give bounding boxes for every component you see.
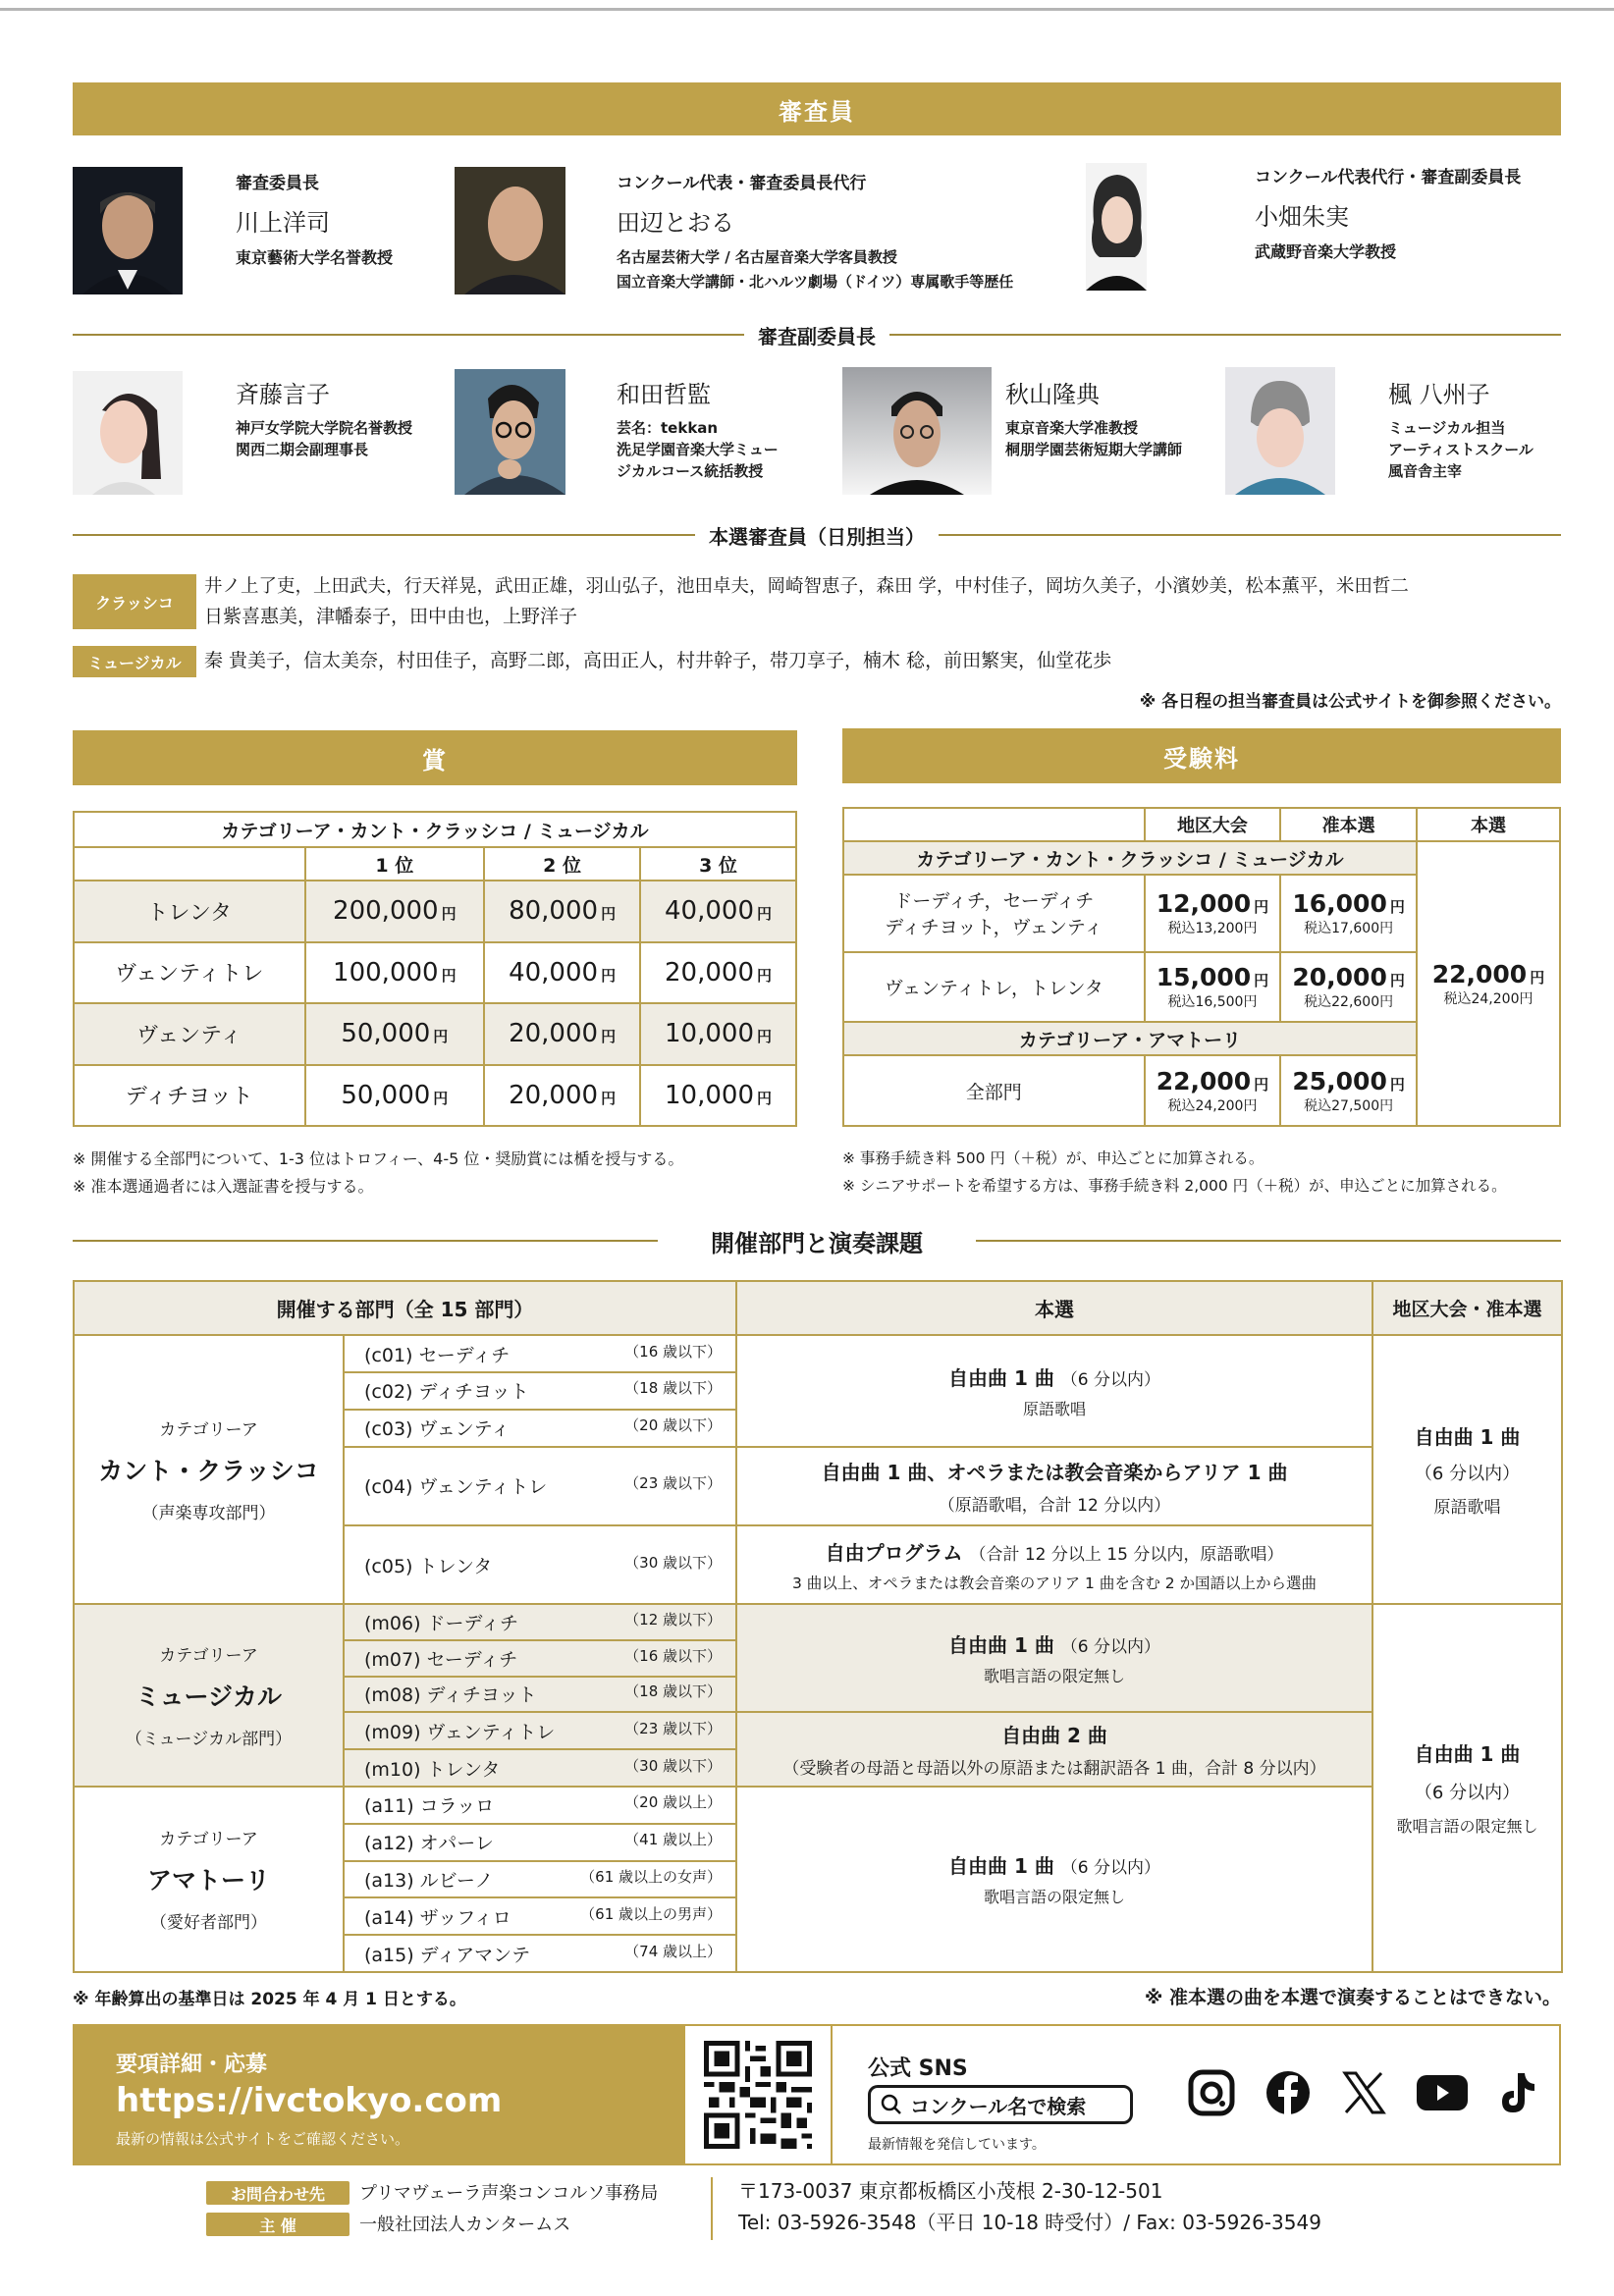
yen-unit: 円 [1254,1075,1269,1094]
category-cell [74,1335,344,1604]
task-main: 自由曲 2 曲 [1001,1724,1107,1748]
tax-prefix: 税込 [1304,920,1332,936]
judge-affiliation: アーティストスクール [1388,441,1533,458]
prize-col-header: 3 位 [640,847,796,881]
sns-box [831,2024,1561,2165]
judge-photo [73,371,183,495]
task-cell [736,1604,1372,1712]
prize-row [74,1065,796,1127]
judge-photo [455,369,565,495]
prize-empty-header [74,847,305,881]
divisions-table [73,1280,1561,1973]
category-paren: （愛好者部門） [150,1913,267,1934]
division-item [344,1749,736,1787]
judge-affiliation: 神戸女学院大学院名誉教授 [236,419,413,437]
prize-value: 10,000 [665,1019,754,1049]
division-age: （20 歳以下） [624,1416,723,1435]
division-age: （30 歳以下） [624,1553,723,1572]
tax-prefix: 税込 [1443,990,1472,1007]
yen-unit: 円 [601,966,617,985]
yen-unit: 円 [601,1089,617,1107]
apply-label: 要項詳細・応募 [116,2053,268,2077]
judge-photo [1086,163,1147,291]
division-age: （16 歳以下） [624,1646,723,1665]
task-cell [736,1335,1372,1446]
apply-url[interactable]: https://ivctokyo.com [116,2081,503,2120]
division-code: (m08) ディチヨット [364,1684,537,1707]
fee-note: ※ シニアサポートを希望する方は、事務手続き料 2,000 円（＋税）が、申込ごとに加算される。 [842,1177,1507,1195]
regional-task-main: 自由曲 1 曲 [1414,1742,1521,1767]
category-small: カテゴリーア [159,1420,258,1441]
division-age: （30 歳以下） [624,1756,723,1775]
prize-value: 200,000 [333,896,439,927]
division-code: (a12) オパーレ [364,1833,494,1855]
fee-value: 12,000 [1156,888,1252,918]
judge-affiliation: 芸名：tekkan [617,419,719,437]
fee-row-label: 全部門 [843,1055,1145,1126]
fee-tax-value: 17,600 [1331,920,1380,936]
search-text: コンクール名で検索 [910,2094,1087,2118]
task-main-small: （合計 12 分以上 15 分以内，原語歌唱） [969,1544,1284,1565]
prize-banner: 賞 [73,730,797,785]
task-main: 自由曲 1 曲 [947,1633,1054,1658]
classico-tag: クラッシコ [73,574,196,629]
x-icon[interactable] [1341,2070,1386,2115]
fee-table [842,807,1561,1127]
category-name: ミュージカル [134,1682,282,1711]
judge-affiliation: ミュージカル担当 [1388,419,1506,437]
regional-task-time: （6 分以内） [1414,1464,1521,1485]
fee-group-header: カテゴリーア・カント・クラッシコ / ミュージカル [843,841,1417,875]
regional-col-header: 地区大会・准本選 [1372,1281,1562,1335]
division-age: （23 歳以下） [624,1474,723,1493]
judge-info [1005,375,1211,460]
prize-category: ヴェンティ [74,1003,305,1065]
division-item [344,1677,736,1713]
yen-unit: 円 [1254,897,1269,916]
division-item [344,1410,736,1447]
prize-col-header: 1 位 [305,847,485,881]
judge-name: 田辺とおる [617,209,734,237]
tax-prefix: 税込 [1167,1097,1196,1114]
judge-affiliation: 東京藝術大学名誉教授 [236,248,394,267]
judge-affiliation: 東京音楽大学准教授 [1005,419,1139,437]
yen-unit: 円 [1379,994,1394,1010]
division-code: (m09) ヴェンティトレ [364,1721,556,1743]
host-value: 一般社団法人カンタームス [359,2215,571,2235]
task-main: 自由曲 1 曲 [947,1365,1054,1390]
prize-row [74,1003,796,1065]
category-name: カント・クラッシコ [98,1457,319,1486]
prize-category: ディチヨット [74,1065,305,1127]
fee-value: 20,000 [1292,963,1387,991]
judge-affiliation: 名古屋芸術大学 / 名古屋音楽大学客員教授 [617,248,897,266]
instagram-icon[interactable] [1188,2069,1235,2116]
yen-unit: 円 [1243,920,1258,936]
task-sub: 3 曲以上、オペラまたは教会音楽のアリア 1 曲を含む 2 か国語以上から選曲 [791,1574,1318,1592]
sns-title: 公式 SNS [868,2056,968,2081]
division-age: （12 歳以下） [624,1610,723,1629]
yen-unit: 円 [1379,920,1394,936]
contact-tag: お問合わせ先 [206,2181,350,2205]
host-tag: 主 催 [206,2213,350,2236]
judge-affiliation: 風音舎主宰 [1388,462,1463,480]
prize-row [74,942,796,1004]
yen-unit: 円 [1243,1097,1258,1114]
task-sub: 歌唱言語の限定無し [984,1888,1126,1907]
regional-task-cell [1372,1335,1562,1604]
yen-unit: 円 [601,905,617,924]
fee-row-label: ヴェンティトレ，トレンタ [843,952,1145,1023]
yen-unit: 円 [1389,1075,1405,1094]
regional-task-note: 歌唱言語の限定無し [1396,1817,1538,1837]
qr-code-icon [704,2041,812,2149]
yen-unit: 円 [441,966,457,985]
judge-photo [842,367,992,495]
judges-note: ※ 各日程の担当審査員は公式サイトを御参照ください。 [1139,692,1561,712]
division-code: (c01) セーディチ [364,1344,511,1366]
judge-name: 川上洋司 [236,209,330,237]
prize-value: 50,000 [341,1019,431,1049]
vice-judges-heading: 審査副委員長 [758,324,876,348]
yen-unit: 円 [1254,972,1269,989]
task-main-small: （6 分以内） [1060,1637,1161,1658]
yen-unit: 円 [1519,990,1533,1007]
prize-value: 50,000 [341,1080,431,1110]
judge-role: コンクール代表・審査委員長代行 [617,174,867,193]
musical-tag: ミュージカル [73,646,196,677]
judges-banner: 審査員 [73,82,1561,135]
facebook-icon[interactable] [1264,2069,1312,2116]
judge-role: コンクール代表代行・審査副委員長 [1255,168,1522,187]
division-item [344,1824,736,1861]
judge-name: 斉藤言子 [236,381,330,408]
yen-unit: 円 [757,966,773,985]
division-age: （74 歳以上） [624,1942,723,1960]
task-main-small: （6 分以内） [1060,1858,1161,1879]
divisions-col-header: 開催する部門（全 15 部門） [74,1281,736,1335]
division-code: (c05) トレンタ [364,1555,493,1577]
category-name: アマトーリ [146,1866,270,1896]
judge-info [236,169,442,270]
division-item [344,1935,736,1972]
contact-divider [711,2177,713,2240]
tax-prefix: 税込 [1167,920,1196,936]
division-age: （16 歳以下） [624,1342,723,1361]
division-age: （41 歳以上） [624,1831,723,1849]
fee-col-header: 地区大会 [1145,808,1281,841]
fee-final-cell [1417,841,1560,1126]
prize-note: ※ 開催する全部門について、1-3 位はトロフィー、4-5 位・奨励賞には楯を授与する。 [73,1149,684,1168]
divisions-divider [73,1225,1561,1256]
division-item [344,1372,736,1410]
task-cell [736,1787,1372,1972]
prize-value: 20,000 [509,1080,599,1110]
category-paren: （声楽専攻部門） [141,1504,276,1524]
prize-value: 80,000 [509,896,599,927]
category-cell [74,1604,344,1787]
fee-value: 22,000 [1431,959,1528,988]
division-code: (a11) コラッロ [364,1795,495,1818]
division-age: （61 歳以上の男声） [580,1904,723,1923]
division-age: （61 歳以上の女声） [580,1867,723,1886]
judge-info [236,375,442,460]
tiktok-icon[interactable] [1498,2069,1537,2116]
fee-value: 25,000 [1292,1066,1387,1095]
prize-value: 40,000 [509,957,599,988]
yen-unit: 円 [1389,972,1405,989]
task-sub: 歌唱言語の限定無し [984,1667,1126,1686]
task-cell [736,1525,1372,1604]
vice-judges-divider [73,322,1561,347]
prize-col-header: 2 位 [484,847,640,881]
division-code: (a13) ルビーノ [364,1869,494,1892]
category-small: カテゴリーア [159,1645,258,1666]
apply-box [73,2024,685,2165]
task-sub: （原語歌唱，合計 12 分以内） [938,1495,1171,1516]
yen-unit: 円 [441,905,457,924]
task-main: 自由曲 1 曲 [947,1854,1054,1879]
apply-note: 最新の情報は公式サイトをご確認ください。 [116,2130,409,2148]
task-sub: （受験者の母語と母語以外の原語または翻訳語各 1 曲，合計 8 分以内） [782,1759,1326,1780]
tax-prefix: 税込 [1167,994,1196,1010]
prize-value: 20,000 [509,1019,599,1049]
judge-affiliation: ジカルコース統括教授 [617,462,764,480]
judge-name: 和田哲監 [617,381,711,408]
judge-role: 審査委員長 [236,174,319,193]
main-judges-divider [73,522,1561,548]
judge-photo [455,167,565,294]
fee-tax-value: 22,600 [1331,994,1380,1010]
fee-tax-value: 24,200 [1471,990,1520,1007]
judge-affiliation: 国立音楽大学講師・北ハルツ劇場（ドイツ）専属歌手等歴任 [617,273,1014,291]
division-code: (c02) ディチヨット [364,1381,529,1404]
division-code: (a14) ザッフィロ [364,1906,511,1929]
address: 〒173-0037 東京都板橋区小茂根 2-30-12-501 [738,2179,1163,2203]
fee-row-label: ディチヨット，ヴェンティ [885,917,1103,939]
judges-line: 日紫喜惠美，津幡泰子，田中由也，上野洋子 [204,606,578,627]
prize-category: トレンタ [74,881,305,942]
fee-note: ※ 事務手続き料 500 円（＋税）が、申込ごとに加算される。 [842,1149,1264,1167]
prize-note: ※ 准本選通過者には入選証書を授与する。 [73,1177,374,1196]
sns-note: 最新情報を発信しています。 [868,2137,1046,2153]
youtube-icon[interactable] [1416,2072,1469,2113]
judges-line: 井ノ上了吏，上田武夫，行天祥晃，武田正雄，羽山弘子，池田卓夫，岡崎智恵子，森田 学，中村佳子，岡坊久美子，小濱妙美，松本薫平，米田哲二 [204,576,1409,597]
division-item [344,1640,736,1677]
fee-tax-value: 24,200 [1195,1097,1244,1114]
final-col-header: 本選 [736,1281,1372,1335]
classico-judges [204,571,1569,632]
age-note: ※ 年齢算出の基準日は 2025 年 4 月 1 日とする。 [73,1990,466,2009]
judge-photo [1225,367,1335,495]
search-icon [881,2094,902,2115]
division-item [344,1897,736,1935]
sns-icons [1188,2069,1537,2116]
task-sub: 原語歌唱 [1023,1399,1087,1418]
category-cell [74,1787,344,1972]
prize-table [73,811,797,1127]
division-age: （18 歳以下） [624,1682,723,1701]
divisions-heading: 開催部門と演奏課題 [711,1229,923,1257]
tax-prefix: 税込 [1304,994,1332,1010]
regional-task-note: 原語歌唱 [1433,1498,1501,1519]
task-main-small: （6 分以内） [1060,1369,1161,1390]
judge-affiliation: 洗足学園音楽大学ミュー [617,441,779,458]
regional-task-time: （6 分以内） [1414,1783,1521,1804]
prize-value: 40,000 [665,896,754,927]
fee-tax-value: 16,500 [1195,994,1244,1010]
fee-empty-header [843,808,1145,841]
judge-name: 秋山隆典 [1005,381,1100,408]
regional-task-cell [1372,1604,1562,1972]
tel-fax: Tel: 03-5926-3548（平日 10-18 時受付）/ Fax: 03-5926-3549 [738,2211,1321,2234]
qr-code[interactable] [685,2024,831,2165]
yen-unit: 円 [601,1028,617,1046]
fee-value: 16,000 [1292,888,1387,918]
judge-affiliation: 桐朋学園芸術短期大学講師 [1005,441,1183,458]
fee-row-label: ドーディチ，セーディチ [893,890,1095,913]
yen-unit: 円 [433,1089,449,1107]
judge-affiliation: 関西二期会副理事長 [236,441,369,458]
tax-prefix: 税込 [1304,1097,1332,1114]
fee-group-header: カテゴリーア・アマトーリ [843,1022,1417,1055]
sns-search-box [868,2085,1133,2124]
category-small: カテゴリーア [159,1830,258,1850]
yen-unit: 円 [757,1089,773,1107]
division-code: (c04) ヴェンティトレ [364,1476,548,1499]
yen-unit: 円 [1379,1097,1394,1114]
judge-info [617,375,823,482]
fee-col-header: 本選 [1417,808,1560,841]
top-edge-line [0,8,1614,11]
task-cell [736,1447,1372,1526]
task-main: 自由曲 1 曲、オペラまたは教会音楽からアリア 1 曲 [821,1460,1288,1484]
division-item [344,1861,736,1898]
contact-value: プリマヴェーラ声楽コンコルソ事務局 [359,2183,659,2204]
fee-tax-value: 27,500 [1331,1097,1380,1114]
yen-unit: 円 [433,1028,449,1046]
yen-unit: 円 [1389,897,1405,916]
division-age: （18 歳以下） [624,1379,723,1398]
prize-value: 100,000 [333,957,439,988]
task-cell [736,1712,1372,1787]
regional-task-main: 自由曲 1 曲 [1414,1425,1521,1450]
division-code: (m07) セーディチ [364,1648,518,1671]
division-item [344,1335,736,1372]
fee-value: 22,000 [1156,1066,1252,1095]
category-paren: （ミュージカル部門） [125,1729,293,1749]
fee-tax-value: 13,200 [1195,920,1244,936]
yen-unit: 円 [757,1028,773,1046]
judge-info [617,169,1078,294]
judge-name: 楓 八州子 [1388,381,1490,408]
division-code: (m10) トレンタ [364,1758,501,1781]
division-item [344,1447,736,1526]
division-code: (c03) ヴェンティ [364,1418,511,1441]
division-item [344,1604,736,1640]
prize-value: 20,000 [665,957,754,988]
division-item [344,1525,736,1604]
prize-row [74,881,796,942]
division-code: (a15) ディアマンテ [364,1944,531,1966]
fee-banner: 受験料 [842,728,1561,783]
division-item [344,1712,736,1749]
prize-value: 10,000 [665,1080,754,1110]
yen-unit: 円 [757,905,773,924]
fee-col-header: 准本選 [1280,808,1417,841]
main-judges-heading: 本選審査員（日別担当） [709,524,925,549]
task-main: 自由プログラム [825,1540,963,1565]
division-code: (m06) ドーディチ [364,1612,519,1634]
judge-affiliation: 武蔵野音楽大学教授 [1255,242,1397,261]
prize-category: ヴェンティトレ [74,942,305,1004]
prize-category-header: カテゴリーア・カント・クラッシコ / ミュージカル [74,812,796,847]
fee-value: 15,000 [1156,963,1252,991]
division-age: （23 歳以下） [624,1719,723,1737]
judge-name: 小畑朱実 [1255,203,1349,231]
repertoire-note: ※ 准本選の曲を本選で演奏することはできない。 [1144,1987,1561,2008]
yen-unit: 円 [1243,994,1258,1010]
judge-info [1255,163,1561,264]
judge-photo [73,167,183,294]
musical-judges: 秦 貴美子，信太美奈，村田佳子，高野二郎，高田正人，村井幹子，帯刀享子，楠木 稔，前田繁実，仙堂花歩 [204,650,1112,671]
division-age: （20 歳以上） [624,1793,723,1812]
division-item [344,1787,736,1824]
judge-info [1388,375,1565,482]
yen-unit: 円 [1530,968,1545,987]
